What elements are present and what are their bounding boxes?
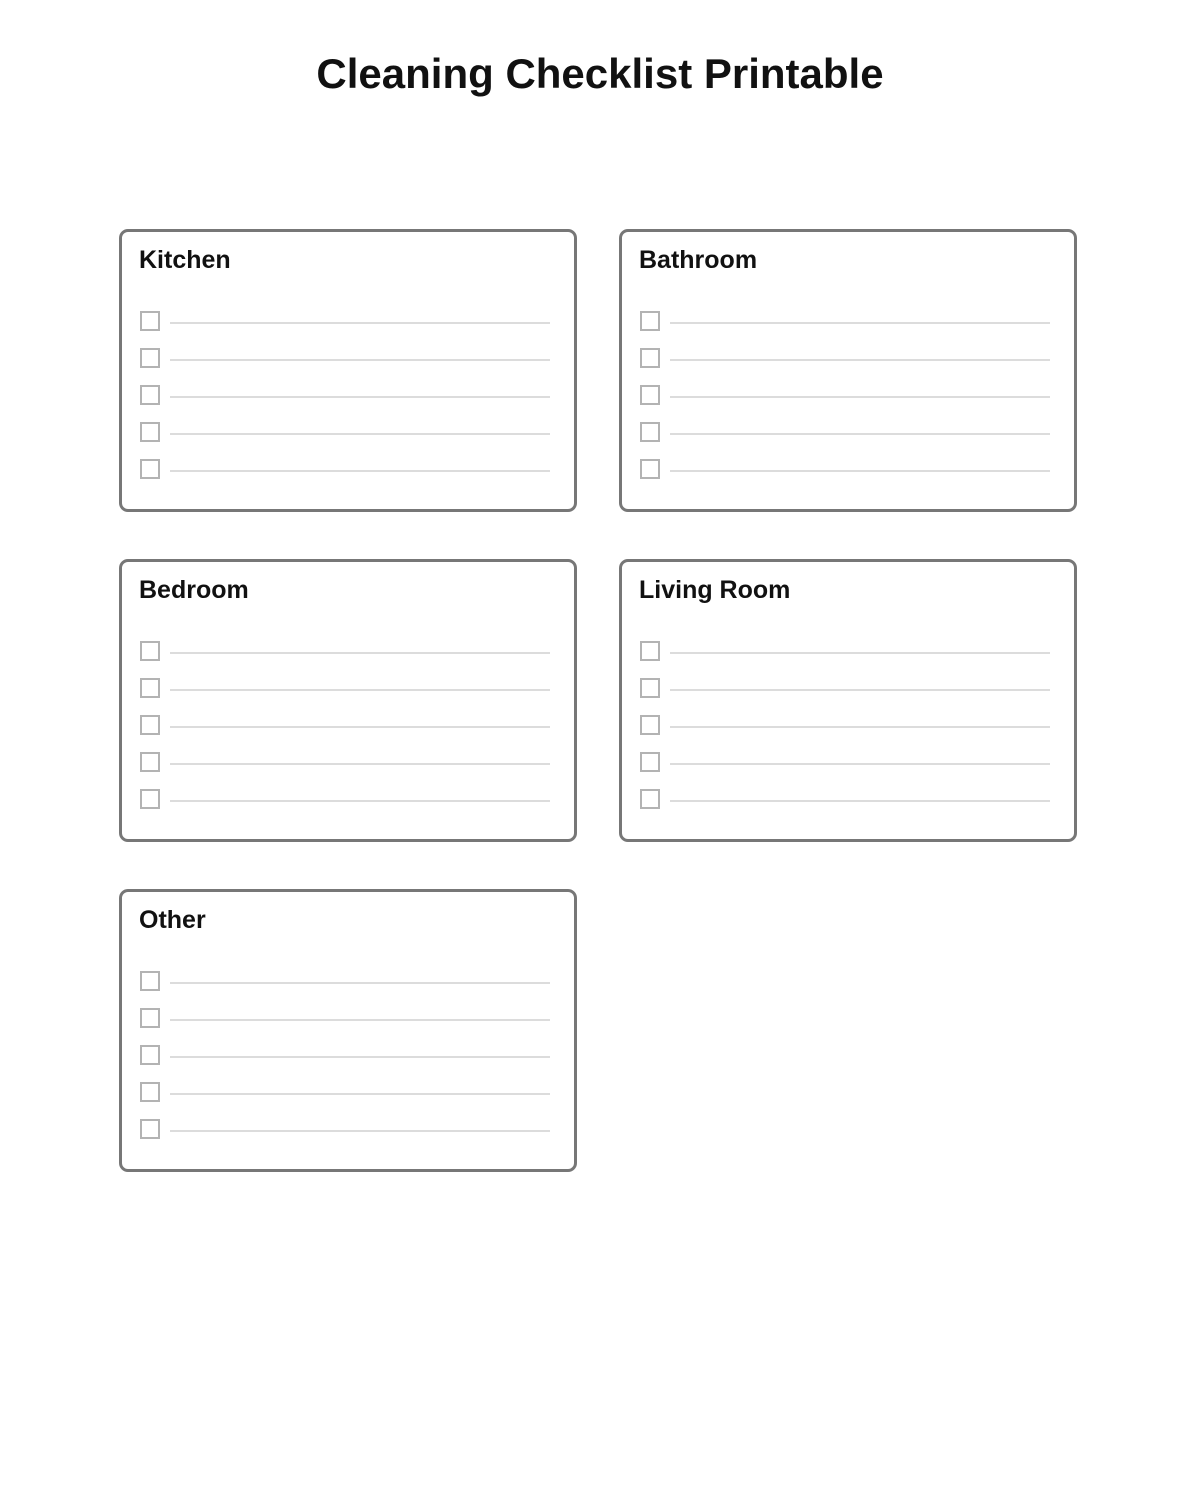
- write-in-line: [170, 1056, 550, 1058]
- checklist-item: [139, 641, 551, 678]
- checklist-item: [639, 752, 1051, 789]
- write-in-line: [170, 1093, 550, 1095]
- section-card-living-room: [619, 559, 1077, 842]
- write-in-line: [670, 433, 1050, 435]
- write-in-line: [170, 433, 550, 435]
- checklist-item: [139, 459, 551, 496]
- checklist-item: [139, 1008, 551, 1045]
- write-in-line: [670, 763, 1050, 765]
- checkbox[interactable]: [640, 641, 660, 661]
- write-in-line: [670, 726, 1050, 728]
- checkbox[interactable]: [640, 385, 660, 405]
- section-title-bedroom: Bedroom: [139, 576, 249, 604]
- checklist-item: [639, 348, 1051, 385]
- write-in-line: [170, 763, 550, 765]
- write-in-line: [670, 359, 1050, 361]
- checkbox[interactable]: [140, 752, 160, 772]
- checkbox[interactable]: [140, 678, 160, 698]
- write-in-line: [670, 396, 1050, 398]
- checklist-item: [139, 752, 551, 789]
- checklist-items: [639, 641, 1051, 826]
- checkbox[interactable]: [140, 1082, 160, 1102]
- checklist-item: [139, 971, 551, 1008]
- checkbox[interactable]: [140, 971, 160, 991]
- checklist-item: [639, 715, 1051, 752]
- checklist-item: [139, 1082, 551, 1119]
- write-in-line: [670, 470, 1050, 472]
- checkbox[interactable]: [140, 311, 160, 331]
- checklist-item: [139, 678, 551, 715]
- checkbox[interactable]: [640, 752, 660, 772]
- section-title-other: Other: [139, 906, 206, 934]
- checklist-items: [139, 971, 551, 1156]
- section-card-bathroom: [619, 229, 1077, 512]
- checklist-items: [139, 641, 551, 826]
- checkbox[interactable]: [140, 459, 160, 479]
- checklist-item: [639, 459, 1051, 496]
- section-card-kitchen: [119, 229, 577, 512]
- section-card-other: [119, 889, 577, 1172]
- write-in-line: [170, 652, 550, 654]
- write-in-line: [170, 396, 550, 398]
- checklist-items: [639, 311, 1051, 496]
- checklist-item: [139, 789, 551, 826]
- checklist-item: [139, 348, 551, 385]
- checklist-item: [639, 678, 1051, 715]
- section-card-bedroom: [119, 559, 577, 842]
- checkbox[interactable]: [140, 641, 160, 661]
- checklist-item: [139, 311, 551, 348]
- checkbox[interactable]: [140, 1119, 160, 1139]
- write-in-line: [170, 689, 550, 691]
- checkbox[interactable]: [640, 311, 660, 331]
- checkbox[interactable]: [640, 422, 660, 442]
- section-title-kitchen: Kitchen: [139, 246, 231, 274]
- checklist-item: [139, 385, 551, 422]
- section-title-bathroom: Bathroom: [639, 246, 758, 274]
- write-in-line: [170, 1130, 550, 1132]
- checklist-item: [639, 789, 1051, 826]
- section-title-living-room: Living Room: [639, 576, 791, 604]
- checkbox[interactable]: [140, 422, 160, 442]
- write-in-line: [670, 800, 1050, 802]
- checklist-item: [639, 422, 1051, 459]
- checkbox[interactable]: [140, 348, 160, 368]
- checklist-item: [139, 422, 551, 459]
- checklist-item: [139, 1045, 551, 1082]
- write-in-line: [170, 800, 550, 802]
- checklist-item: [139, 1119, 551, 1156]
- write-in-line: [170, 359, 550, 361]
- checkbox[interactable]: [140, 385, 160, 405]
- checkbox[interactable]: [140, 1008, 160, 1028]
- checkbox[interactable]: [640, 678, 660, 698]
- checkbox[interactable]: [140, 715, 160, 735]
- checkbox[interactable]: [640, 789, 660, 809]
- write-in-line: [170, 322, 550, 324]
- checkbox[interactable]: [640, 348, 660, 368]
- write-in-line: [170, 1019, 550, 1021]
- write-in-line: [670, 689, 1050, 691]
- checkbox[interactable]: [140, 1045, 160, 1065]
- checklist-item: [639, 311, 1051, 348]
- checklist-item: [639, 385, 1051, 422]
- checkbox[interactable]: [140, 789, 160, 809]
- checklist-items: [139, 311, 551, 496]
- write-in-line: [670, 322, 1050, 324]
- write-in-line: [170, 470, 550, 472]
- write-in-line: [670, 652, 1050, 654]
- write-in-line: [170, 726, 550, 728]
- page-title: Cleaning Checklist Printable: [316, 50, 884, 97]
- checklist-item: [639, 641, 1051, 678]
- checklist-item: [139, 715, 551, 752]
- checkbox[interactable]: [640, 715, 660, 735]
- write-in-line: [170, 982, 550, 984]
- checkbox[interactable]: [640, 459, 660, 479]
